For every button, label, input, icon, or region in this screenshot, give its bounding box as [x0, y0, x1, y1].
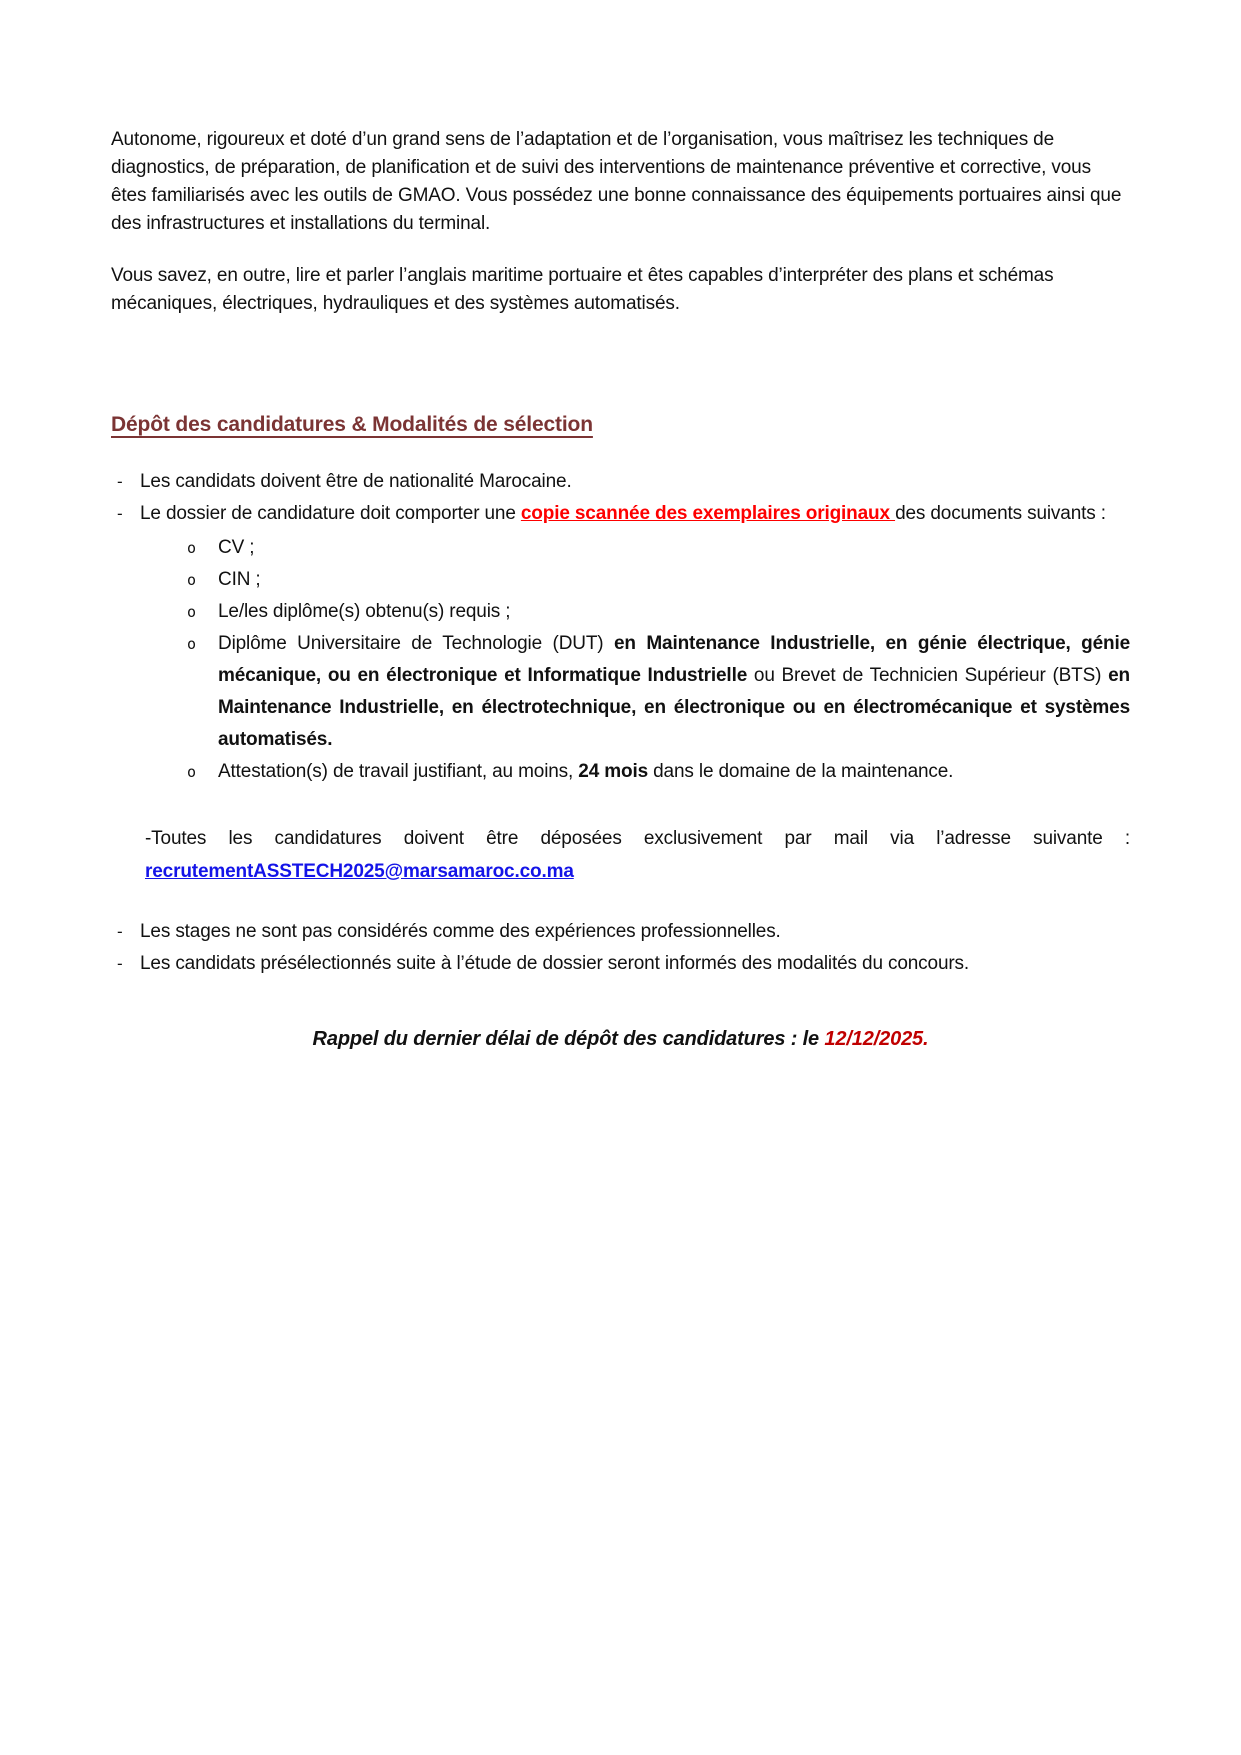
submission-instructions	[111, 822, 1130, 888]
email-link[interactable]: recrutementASSTECH2025@marsamaroc.co.ma	[145, 861, 574, 882]
deadline-date: 12/12/2025.	[824, 1028, 929, 1050]
notes-list	[111, 916, 1130, 980]
list-item	[187, 756, 1130, 788]
circle-bullet-marker: o	[187, 539, 196, 557]
circle-bullet-marker: o	[187, 571, 196, 589]
bts-specialties-bold: en Maintenance Industrielle, en électrotechnique, en électronique ou en électromécanique et systèmes automatisés.	[218, 665, 1130, 750]
deadline-text: Rappel du dernier délai de dépôt des candidatures : le	[312, 1028, 825, 1050]
list-item	[187, 564, 1130, 596]
scanned-copy-highlight: copie scannée des exemplaires originaux	[520, 503, 896, 524]
dossier-requirement	[140, 498, 1130, 530]
list-item	[187, 596, 1130, 628]
circle-bullet-marker: o	[187, 603, 196, 621]
attestation-text: Attestation(s) de travail justifiant, au moins,	[218, 761, 579, 782]
dossier-text-suffix: des documents suivants :	[895, 503, 1106, 524]
dut-text: Diplôme Universitaire de Technologie (DUT)	[218, 633, 614, 654]
list-item	[111, 948, 1130, 980]
bts-text: ou Brevet de Technicien Supérieur (BTS)	[747, 665, 1109, 686]
intro-paragraph-2: Vous savez, en outre, lire et parler l’anglais maritime portuaire et êtes capables d’interpréter des plans et schémas mécaniques, électriques, hydrauliques et des systèmes automatisés.	[111, 265, 1054, 314]
documents-sublist	[187, 532, 1130, 788]
list-item	[187, 532, 1130, 564]
document-cin: CIN ;	[218, 569, 261, 590]
deadline-reminder	[111, 1024, 1130, 1054]
nationality-requirement: Les candidats doivent être de nationalité Marocaine.	[140, 471, 572, 492]
preselection-note: Les candidats présélectionnés suite à l’étude de dossier seront informés des modalités du concours.	[140, 953, 970, 974]
list-item	[111, 466, 1130, 498]
circle-bullet-marker: o	[187, 635, 196, 653]
document-dut-bts	[218, 628, 1130, 756]
requirements-list	[111, 466, 1130, 530]
list-item	[187, 628, 1130, 756]
dut-specialties-bold: en Maintenance Industrielle, en génie électrique, génie mécanique, ou en électronique et Informatique Industrielle	[218, 633, 1131, 686]
dash-bullet-marker: -	[117, 472, 123, 491]
list-item	[111, 916, 1130, 948]
section-heading: Dépôt des candidatures & Modalités de sélection	[111, 413, 593, 436]
list-item	[111, 498, 1130, 530]
document-attestation	[218, 756, 1130, 788]
dash-bullet-marker: -	[117, 954, 123, 973]
circle-bullet-marker: o	[187, 763, 196, 781]
attestation-duration-bold: 24 mois	[578, 761, 649, 782]
document-cv: CV ;	[218, 537, 255, 558]
intro-paragraph-1: Autonome, rigoureux et doté d’un grand sens de l’adaptation et de l’organisation, vous maîtrisez les techniques de diagnostics, de préparation, de planification et de suivi des interventions de maintenance préventive et corrective, vous êtes familiarisés avec les outils de GMAO. Vous possédez une bonne connaissance des équipements portuaires ainsi que des infrastructures et installations du terminal.	[111, 129, 1122, 234]
document-diplomas: Le/les diplôme(s) obtenu(s) requis ;	[218, 601, 511, 622]
dossier-text-prefix: Le dossier de candidature doit comporter une	[140, 503, 521, 524]
internships-note: Les stages ne sont pas considérés comme des expériences professionnelles.	[140, 921, 781, 942]
submission-text: -Toutes les candidatures doivent être déposées exclusivement par mail via l’adresse suivante :	[145, 828, 1130, 849]
attestation-text-suffix: dans le domaine de la maintenance.	[648, 761, 954, 782]
dash-bullet-marker: -	[117, 504, 123, 523]
dash-bullet-marker: -	[117, 922, 123, 941]
